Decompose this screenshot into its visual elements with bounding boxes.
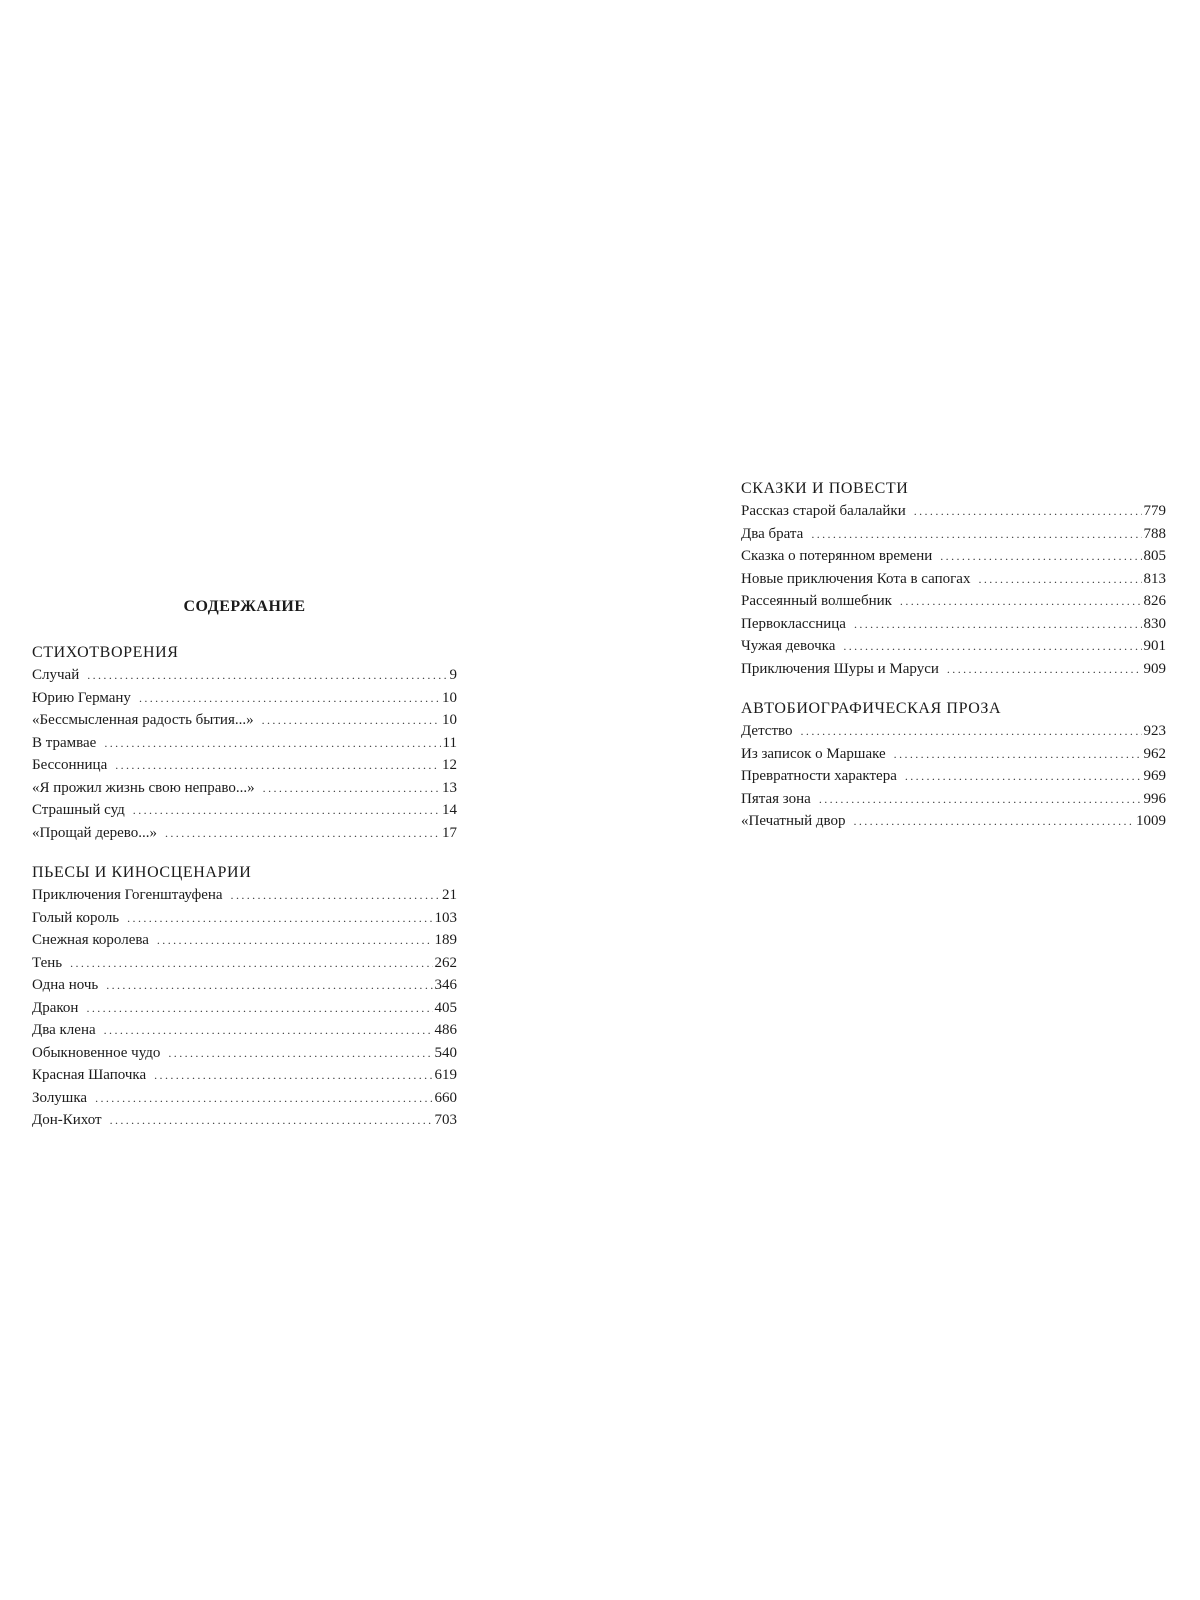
toc-entry[interactable] — [32, 1042, 457, 1065]
section-heading: СКАЗКИ И ПОВЕСТИ — [741, 480, 909, 497]
toc-entry[interactable] — [32, 1019, 457, 1042]
toc-entry-title: Дракон — [32, 999, 79, 1016]
toc-entry-page: 826 — [1143, 593, 1166, 609]
toc-entry[interactable] — [32, 777, 457, 800]
toc-entry-title: Два клена — [32, 1022, 96, 1038]
dot-leader — [154, 1064, 432, 1087]
toc-entry-title: Дон-Кихот — [32, 1112, 102, 1128]
dot-leader — [115, 754, 440, 777]
toc-entry-title: Рассказ старой балалайки — [741, 503, 906, 519]
toc-entry-page: 189 — [434, 932, 457, 948]
dot-leader — [978, 568, 1141, 591]
toc-entry-page: 12 — [442, 757, 457, 773]
toc-entry[interactable] — [741, 500, 1166, 523]
toc-entry-page: 1009 — [1136, 813, 1166, 829]
toc-entry[interactable] — [741, 523, 1166, 546]
toc-entry-page: 703 — [434, 1112, 457, 1128]
toc-entry[interactable] — [32, 822, 457, 845]
dot-leader — [940, 545, 1141, 568]
toc-entry-title: Страшный суд — [32, 802, 125, 818]
toc-entry-title: Новые приключения Кота в сапогах — [741, 570, 971, 587]
toc-entry-page: 660 — [434, 1089, 457, 1106]
toc-entry-page: 21 — [442, 887, 457, 903]
toc-entry[interactable] — [32, 1087, 457, 1110]
toc-entry[interactable] — [741, 545, 1166, 568]
toc-entry-page: 346 — [434, 977, 457, 993]
toc-entry-page: 788 — [1143, 525, 1166, 542]
toc-entry[interactable] — [32, 732, 457, 755]
dot-leader — [168, 1042, 432, 1065]
toc-entry[interactable] — [741, 568, 1166, 591]
toc-entry-title: Сказка о потерянном времени — [741, 548, 933, 564]
toc-entry-page: 14 — [442, 802, 457, 818]
toc-entry[interactable] — [32, 952, 457, 975]
dot-leader — [106, 974, 432, 997]
toc-entry-page: 909 — [1143, 660, 1166, 677]
toc-section — [32, 642, 457, 844]
dot-leader — [263, 777, 440, 800]
toc-entry[interactable] — [32, 799, 457, 822]
toc-entry-title: Одна ночь — [32, 977, 99, 993]
toc-entry-page: 486 — [434, 1022, 457, 1038]
toc-entry-page: 262 — [434, 954, 457, 971]
toc-entry-page: 962 — [1143, 745, 1166, 762]
toc-entry[interactable] — [741, 765, 1166, 788]
toc-entry-page: 619 — [434, 1067, 457, 1083]
toc-entry-title: «Печатный двор — [741, 813, 846, 829]
toc-entry-page: 9 — [449, 667, 457, 683]
toc-entry[interactable] — [741, 658, 1166, 681]
dot-leader — [87, 664, 447, 687]
toc-entry[interactable] — [741, 810, 1166, 833]
toc-entry[interactable] — [32, 907, 457, 930]
dot-leader — [95, 1087, 432, 1110]
toc-entry-title: Первоклассница — [741, 615, 846, 632]
toc-entry-page: 813 — [1143, 570, 1166, 587]
right-sections — [741, 478, 1166, 833]
toc-entry[interactable] — [32, 754, 457, 777]
toc-entry[interactable] — [32, 997, 457, 1020]
toc-entry[interactable] — [32, 929, 457, 952]
toc-entry[interactable] — [741, 720, 1166, 743]
dot-leader — [231, 884, 440, 907]
toc-title: СОДЕРЖАНИЕ — [183, 598, 306, 615]
toc-entry-title: Пятая зона — [741, 790, 811, 807]
toc-entry-title: Голый король — [32, 909, 120, 926]
toc-entry-title: «Прощай дерево...» — [32, 824, 157, 841]
toc-entry-title: Приключения Шуры и Маруси — [741, 660, 939, 677]
toc-entry-page: 103 — [434, 909, 457, 926]
toc-entry-page: 923 — [1143, 723, 1166, 739]
toc-section — [741, 478, 1166, 680]
dot-leader — [947, 658, 1142, 681]
toc-entry-title: Снежная королева — [32, 932, 149, 948]
toc-entry-title: Из записок о Маршаке — [741, 745, 886, 762]
toc-entry-title: «Бессмысленная радость бытия...» — [32, 712, 254, 728]
toc-entry-title: Юрию Герману — [32, 689, 131, 706]
toc-entry-page: 17 — [442, 824, 457, 841]
dot-leader — [819, 788, 1142, 811]
toc-entry-title: Красная Шапочка — [32, 1067, 147, 1083]
toc-right-column — [741, 478, 1166, 851]
section-heading: АВТОБИОГРАФИЧЕСКАЯ ПРОЗА — [741, 700, 1002, 717]
toc-entry[interactable] — [32, 687, 457, 710]
toc-entry-page: 10 — [442, 689, 457, 706]
toc-entry-page: 969 — [1143, 768, 1166, 784]
toc-entry[interactable] — [741, 788, 1166, 811]
toc-entry-title: В трамвае — [32, 734, 97, 751]
toc-entry-page: 779 — [1143, 503, 1166, 519]
dot-leader — [801, 720, 1142, 743]
toc-entry-title: Превратности характера — [741, 768, 897, 784]
dot-leader — [70, 952, 432, 975]
toc-entry-title: Два брата — [741, 525, 804, 542]
toc-entry[interactable] — [32, 709, 457, 732]
dot-leader — [139, 687, 440, 710]
dot-leader — [127, 907, 432, 930]
toc-entry-title: Обыкновенное чудо — [32, 1044, 161, 1061]
dot-leader — [843, 635, 1141, 658]
dot-leader — [854, 613, 1142, 636]
toc-entry-page: 13 — [442, 779, 457, 796]
toc-entry-page: 805 — [1143, 548, 1166, 564]
toc-entry-page: 405 — [434, 999, 457, 1016]
dot-leader — [104, 1019, 433, 1042]
dot-leader — [86, 997, 432, 1020]
dot-leader — [894, 743, 1142, 766]
toc-entry-page: 540 — [434, 1044, 457, 1061]
toc-entry-title: Случай — [32, 667, 80, 683]
dot-leader — [110, 1109, 433, 1132]
toc-entry-title: Чужая девочка — [741, 638, 836, 654]
dot-leader — [133, 799, 440, 822]
toc-section — [32, 862, 457, 1132]
toc-entry-page: 996 — [1143, 790, 1166, 807]
toc-entry-title: Приключения Гогенштауфена — [32, 887, 223, 903]
dot-leader — [104, 732, 440, 755]
toc-entry-title: Тень — [32, 954, 63, 971]
section-heading: СТИХОТВОРЕНИЯ — [32, 644, 179, 661]
toc-entry-title: Золушка — [32, 1089, 88, 1106]
dot-leader — [853, 810, 1134, 833]
left-sections — [32, 642, 457, 1132]
toc-entry-title: «Я прожил жизнь свою неправо...» — [32, 779, 255, 796]
dot-leader — [262, 709, 440, 732]
toc-entry-page: 830 — [1143, 615, 1166, 632]
toc-entry[interactable] — [741, 613, 1166, 636]
dot-leader — [900, 590, 1142, 613]
toc-entry[interactable] — [741, 743, 1166, 766]
toc-entry[interactable] — [32, 884, 457, 907]
toc-entry[interactable] — [32, 1109, 457, 1132]
toc-entry-title: Бессонница — [32, 757, 108, 773]
dot-leader — [914, 500, 1142, 523]
dot-leader — [165, 822, 440, 845]
toc-entry[interactable] — [741, 635, 1166, 658]
toc-section — [741, 698, 1166, 833]
toc-entry[interactable] — [741, 590, 1166, 613]
toc-entry-page: 11 — [442, 734, 457, 751]
toc-entry[interactable] — [32, 974, 457, 997]
dot-leader — [905, 765, 1142, 788]
section-heading: ПЬЕСЫ И КИНОСЦЕНАРИИ — [32, 864, 252, 881]
toc-entry-title: Детство — [741, 723, 793, 739]
toc-left-column — [32, 596, 457, 1150]
toc-entry[interactable] — [32, 1064, 457, 1087]
toc-entry-page: 901 — [1143, 638, 1166, 654]
toc-entry[interactable] — [32, 664, 457, 687]
dot-leader — [811, 523, 1141, 546]
toc-entry-page: 10 — [442, 712, 457, 728]
dot-leader — [157, 929, 433, 952]
toc-entry-title: Рассеянный волшебник — [741, 593, 892, 609]
